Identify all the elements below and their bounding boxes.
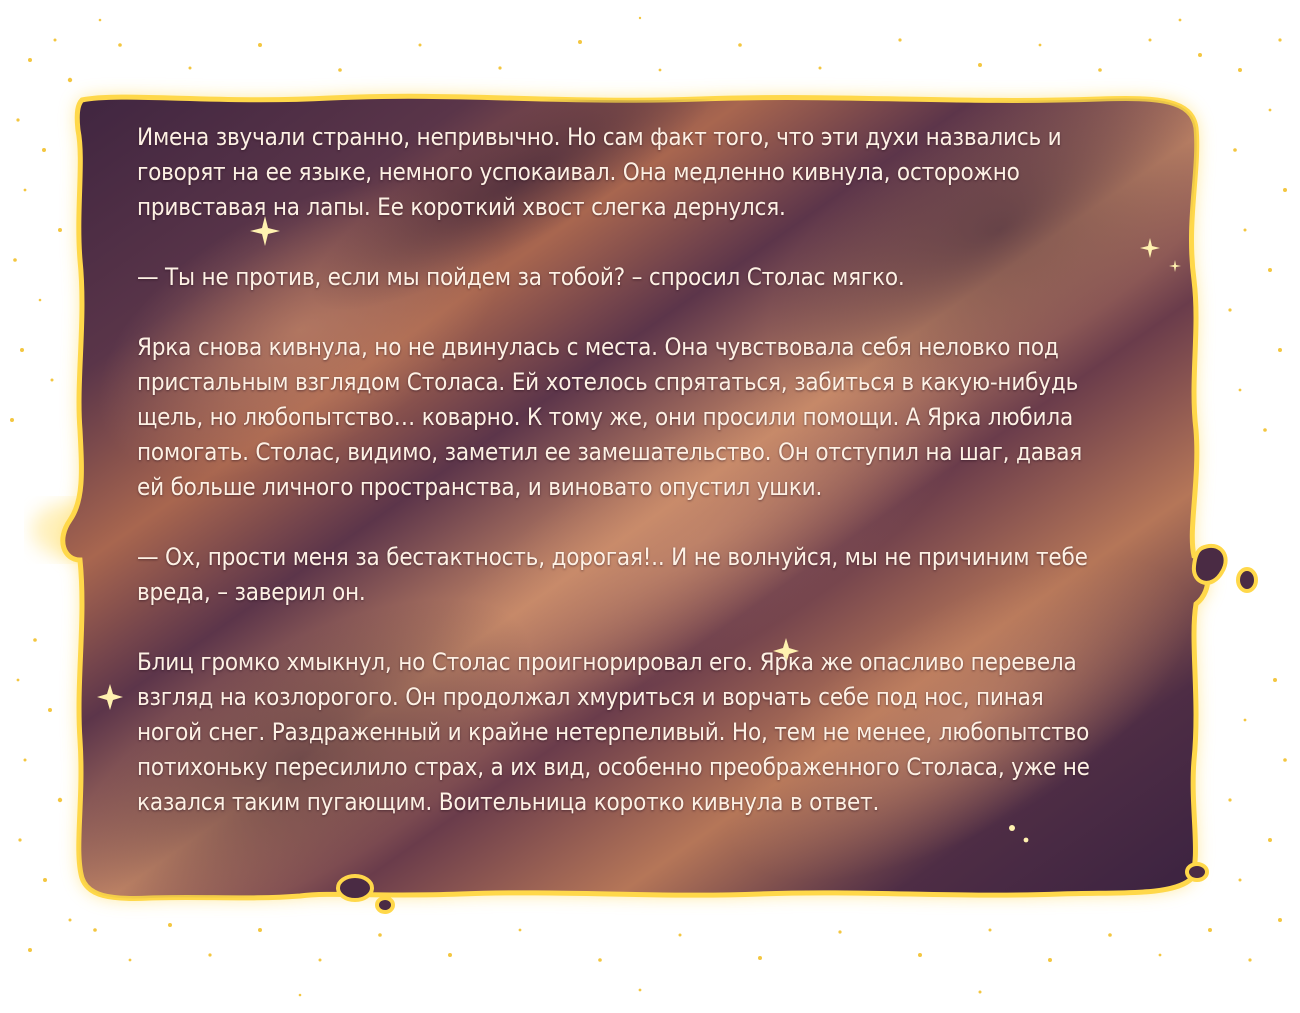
paragraph-3-line-2: пристальным взглядом Столаса. Ей хотелось спрятаться, забиться в какую-нибудь xyxy=(137,368,1079,396)
paragraph-5-line-1: Блиц громко хмыкнул, но Столас проигнорировал его. Ярка же опасливо перевела xyxy=(137,648,1077,676)
paragraph-3-line-3: щель, но любопытство… коварно. К тому же, они просили помощи. А Ярка любила xyxy=(137,403,1073,431)
paragraph-5-line-4: потихоньку пересилило страх, а их вид, особенно преображенного Столаса, уже не xyxy=(137,753,1090,781)
paragraph-5-line-2: взгляд на козлорогого. Он продолжал хмуриться и ворчать себе под нос, пиная xyxy=(137,683,1044,711)
paragraph-5-line-5: казался таким пугающим. Воительница коротко кивнула в ответ. xyxy=(137,788,880,816)
paragraph-2-line-1: — Ты не против, если мы пойдем за тобой? – спросил Столас мягко. xyxy=(137,263,905,291)
paragraph-1-line-3: привставая на лапы. Ее короткий хвост слегка дернулся. xyxy=(137,193,786,221)
paragraph-5-line-3: ногой снег. Раздраженный и крайне нетерпеливый. Но, тем не менее, любопытство xyxy=(137,718,1090,746)
paragraph-4-line-1: — Ох, прости меня за бестактность, дорогая!.. И не волнуйся, мы не причиним тебе xyxy=(137,543,1088,571)
paragraph-1-line-2: говорят на ее языке, немного успокаивал. Она медленно кивнула, осторожно xyxy=(137,158,1020,186)
paragraph-1-line-1: Имена звучали странно, непривычно. Но сам факт того, что эти духи назвались и xyxy=(137,123,1062,151)
story-text xyxy=(137,120,1187,840)
paragraph-4-line-2: вреда, – заверил он. xyxy=(137,578,366,606)
paragraph-3-line-1: Ярка снова кивнула, но не двинулась с места. Она чувствовала себя неловко под xyxy=(137,333,1059,361)
paragraph-3-line-5: ей больше личного пространства, и виновато опустил ушки. xyxy=(137,473,823,501)
paragraph-3-line-4: помогать. Столас, видимо, заметил ее замешательство. Он отступил на шаг, давая xyxy=(137,438,1083,466)
